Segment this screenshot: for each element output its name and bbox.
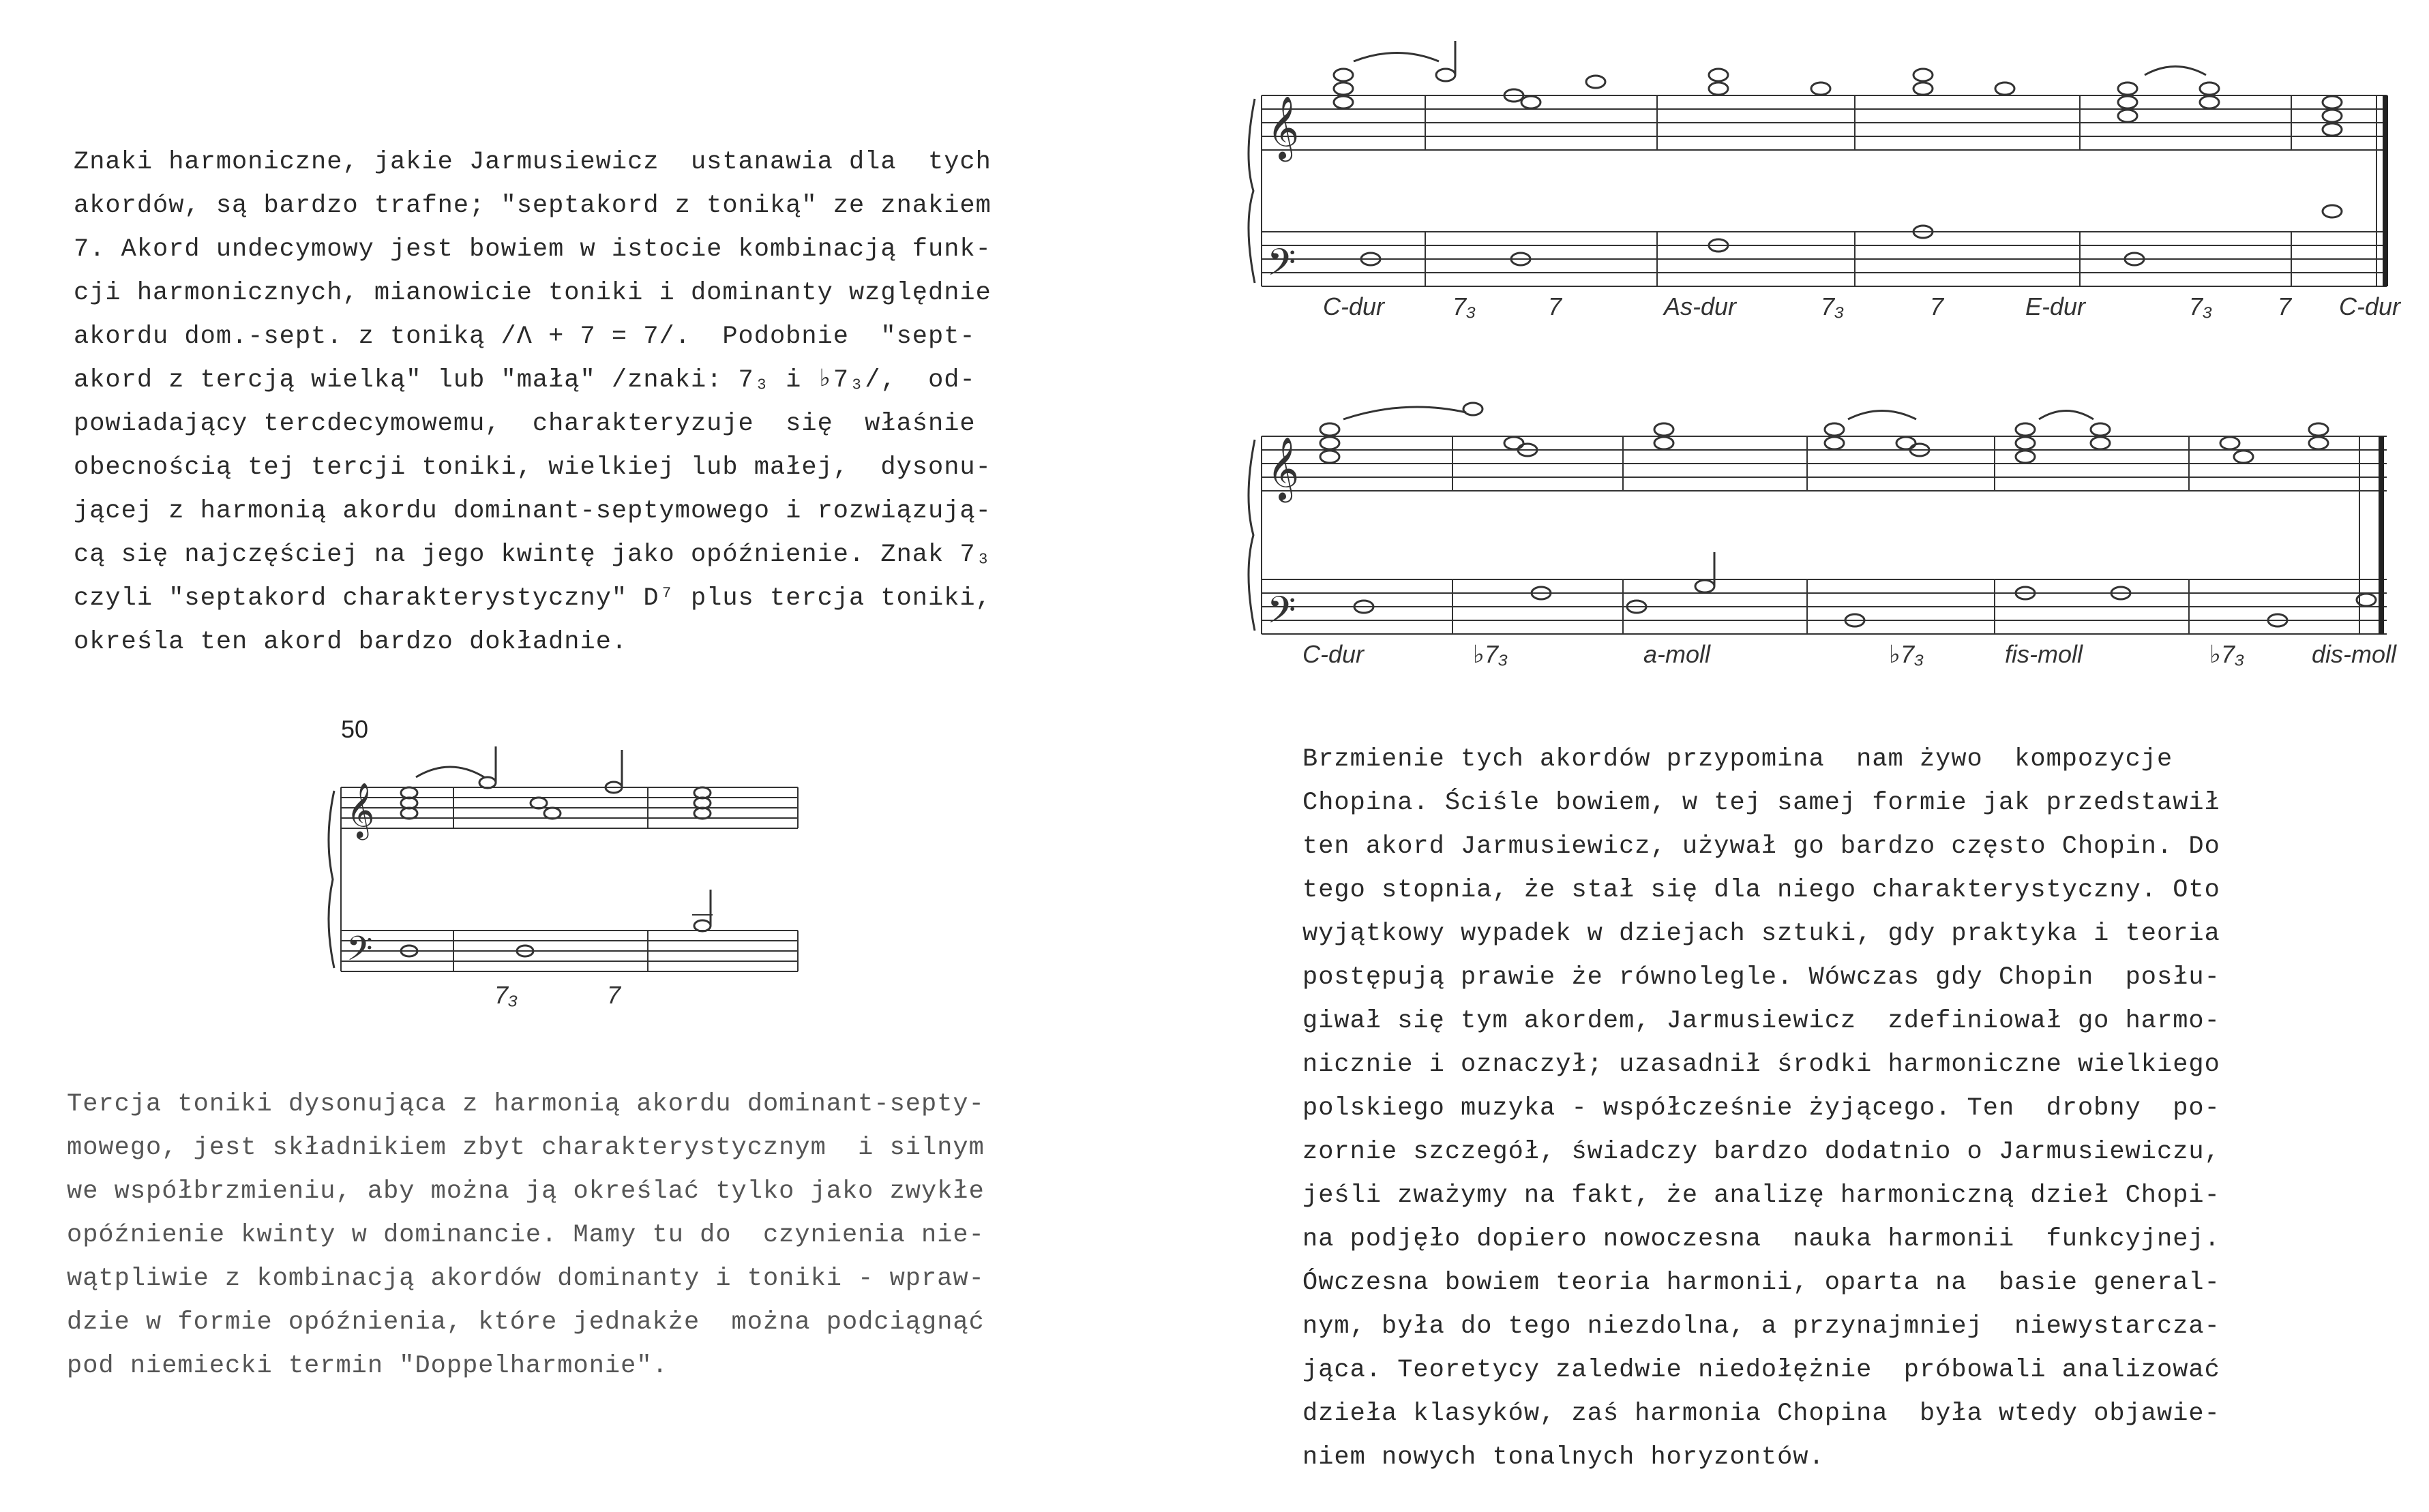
text-line: jąca. Teoretycy zaledwie niedołężnie próbowali analizować bbox=[1302, 1356, 2220, 1385]
chord-label: ♭7₃ bbox=[1889, 640, 1924, 668]
text-line: Znaki harmoniczne, jakie Jarmusiewicz ustanawia dla tych bbox=[74, 148, 992, 177]
text-line: nicznie i oznaczył; uzasadnił środki harmoniczne wielkiego bbox=[1302, 1050, 2220, 1079]
text-line: postępują prawie że równolegle. Wówczas gdy Chopin posłu- bbox=[1302, 963, 2220, 992]
chord-label: 7 bbox=[1548, 292, 1562, 320]
text-line: jeśli zważymy na fakt, że analizę harmoniczną dzieł Chopi- bbox=[1302, 1181, 2220, 1210]
chord-label: 7₃ bbox=[1821, 292, 1845, 320]
text-line: wątpliwie z kombinacją akordów dominanty i toniki - wpraw- bbox=[67, 1265, 985, 1293]
left-page bbox=[0, 0, 1200, 1512]
right-page bbox=[1214, 0, 2429, 1512]
text-line: nym, była do tego niezdolna, a przynajmniej niewystarcza- bbox=[1302, 1312, 2220, 1341]
text-line: zornie szczegół, świadczy bardzo dodatnio o Jarmusiewiczu, bbox=[1302, 1138, 2220, 1166]
chord-label: 7 bbox=[1930, 292, 1944, 320]
svg-text:𝄞: 𝄞 bbox=[346, 782, 375, 838]
svg-text:𝄢: 𝄢 bbox=[346, 929, 373, 977]
text-line: akordów, są bardzo trafne; "septakord z toniką" ze znakiem bbox=[74, 192, 992, 220]
music-system-2 bbox=[1241, 382, 2428, 695]
text-line: powiadający tercdecymowemu, charakteryzuje się właśnie bbox=[74, 410, 976, 438]
text-line: niem nowych tonalnych horyzontów. bbox=[1302, 1443, 1825, 1472]
text-line: określa ten akord bardzo dokładnie. bbox=[74, 628, 628, 656]
text-line: akordu dom.-sept. z toniką /Λ + 7 = 7/. Podobnie "sept- bbox=[74, 322, 976, 351]
text-line: wyjątkowy wypadek w dziejach sztuki, gdy praktyka i teoria bbox=[1302, 920, 2220, 948]
text-line: jącej z harmonią akordu dominant-septymowego i rozwiązują- bbox=[74, 497, 992, 526]
text-line: dzieła klasyków, zaś harmonia Chopina była wtedy objawie- bbox=[1302, 1400, 2220, 1428]
text-line: akord z tercją wielką" lub "małą" /znaki: 7₃ i ♭7₃/, od- bbox=[74, 366, 976, 395]
text-line: ten akord Jarmusiewicz, używał go bardzo często Chopin. Do bbox=[1302, 832, 2220, 861]
key-label: fis-moll bbox=[2005, 640, 2083, 668]
score-example-50 bbox=[321, 709, 811, 1023]
music-system-1 bbox=[1241, 20, 2428, 341]
text-line: tego stopnia, że stał się dla niego charakterystyczny. Oto bbox=[1302, 876, 2220, 905]
text-line: polskiego muzyka - współcześnie żyjącego. Ten drobny po- bbox=[1302, 1094, 2220, 1123]
music-example-50 bbox=[321, 709, 811, 1023]
svg-text:𝄢: 𝄢 bbox=[1267, 241, 1296, 293]
text-line: mowego, jest składnikiem zbyt charakterystycznym i silnym bbox=[67, 1134, 985, 1162]
text-line: dzie w formie opóźnienia, które jednakże można podciągnąć bbox=[67, 1308, 985, 1337]
text-line: cji harmonicznych, mianowicie toniki i dominanty względnie bbox=[74, 279, 992, 307]
score-system-2 bbox=[1241, 382, 2428, 695]
text-line: czyli "septakord charakterystyczny" D⁷ plus tercja toniki, bbox=[74, 584, 992, 613]
svg-text:𝄢: 𝄢 bbox=[1267, 588, 1296, 641]
example-number: 50 bbox=[341, 715, 369, 743]
chord-label: ♭7₃ bbox=[1473, 640, 1508, 668]
key-label: C-dur bbox=[1302, 640, 1365, 668]
key-label: dis-moll bbox=[2312, 640, 2397, 668]
chord-label: 7₃ bbox=[494, 981, 518, 1009]
score-system-1 bbox=[1241, 20, 2428, 341]
text-line: cą się najczęściej na jego kwintę jako opóźnienie. Znak 7₃ bbox=[74, 541, 992, 569]
key-label: C-dur bbox=[2339, 292, 2401, 320]
chord-label: ♭7₃ bbox=[2209, 640, 2245, 668]
text-line: pod niemiecki termin "Doppelharmonie". bbox=[67, 1352, 668, 1380]
text-line: Ówczesna bowiem teoria harmonii, oparta na basie general- bbox=[1302, 1269, 2220, 1297]
paragraph-chopin bbox=[1302, 738, 2220, 1479]
key-label: a-moll bbox=[1643, 640, 1711, 668]
text-line: obecnością tej tercji toniki, wielkiej lub małej, dysonu- bbox=[74, 453, 992, 482]
chord-label: 7 bbox=[607, 981, 621, 1009]
paragraph-tonic-third bbox=[67, 1083, 985, 1388]
text-line: Tercja toniki dysonująca z harmonią akordu dominant-septy- bbox=[67, 1090, 985, 1119]
chord-label: 7₃ bbox=[1452, 292, 1476, 320]
svg-text:𝄞: 𝄞 bbox=[1267, 95, 1300, 159]
key-label: E-dur bbox=[2025, 292, 2086, 320]
text-line: 7. Akord undecymowy jest bowiem w istocie kombinacją funk- bbox=[74, 235, 992, 264]
text-line: Brzmienie tych akordów przypomina nam żywo kompozycje bbox=[1302, 745, 2173, 774]
key-label: As-dur bbox=[1664, 292, 1737, 320]
key-label: C-dur bbox=[1323, 292, 1385, 320]
chord-label: 7₃ bbox=[2189, 292, 2213, 320]
text-line: giwał się tym akordem, Jarmusiewicz zdefiniował go harmo- bbox=[1302, 1007, 2220, 1035]
text-line: na podjęło dopiero nowoczesna nauka harmonii funkcyjnej. bbox=[1302, 1225, 2220, 1254]
svg-text:𝄞: 𝄞 bbox=[1267, 436, 1300, 500]
chord-label: 7 bbox=[2278, 292, 2292, 320]
text-line: opóźnienie kwinty w dominancie. Mamy tu do czynienia nie- bbox=[67, 1221, 985, 1250]
text-line: Chopina. Ściśle bowiem, w tej samej formie jak przedstawił bbox=[1302, 789, 2220, 817]
text-line: we współbrzmieniu, aby można ją określać tylko jako zwykłe bbox=[67, 1177, 985, 1206]
paragraph-harmonic-signs bbox=[74, 140, 992, 664]
